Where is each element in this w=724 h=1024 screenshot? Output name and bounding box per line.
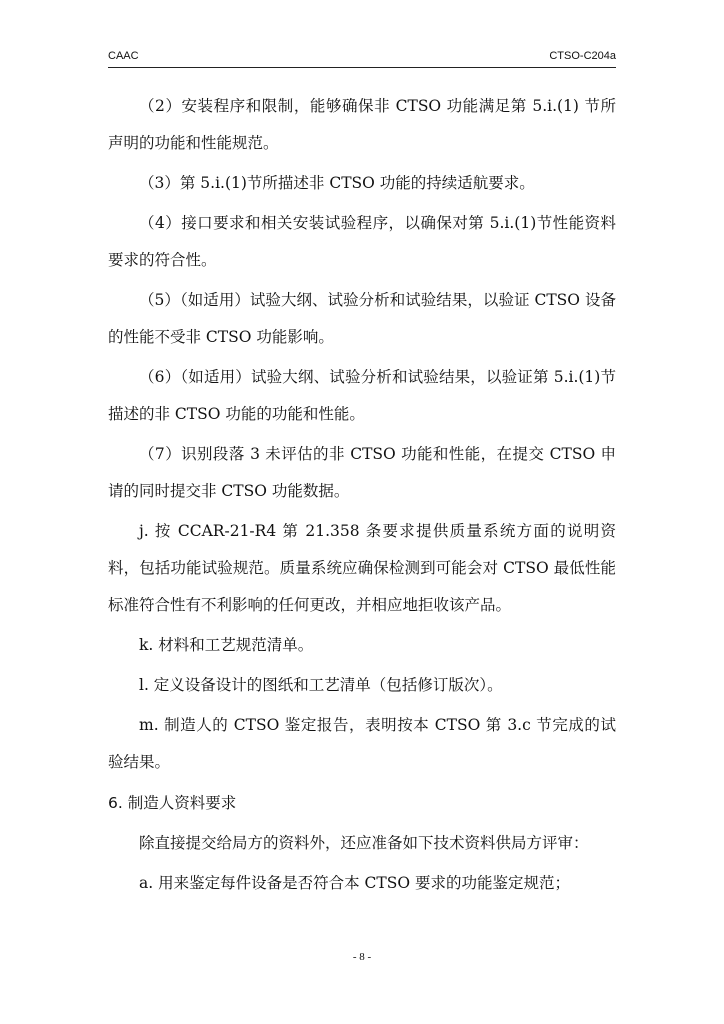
page-number: - 8 - [352,951,372,963]
paragraph-j: j. 按 CCAR-21-R4 第 21.358 条要求提供质量系统方面的说明资料，包括功能试验规范。质量系统应确保检测到可能会对 CTSO 最低性能标准符合性有不利影响的任何更改，并相应地拒收该产品。 [108,522,616,614]
paragraph-k: k. 材料和工艺规范清单。 [139,636,314,654]
paragraph-6: （6）（如适用）试验大纲、试验分析和试验结果，以验证第 5.i.(1)节描述的非 CTSO 功能的功能和性能。 [108,368,616,423]
header-right: CTSO-C204a [549,50,616,62]
paragraph-7: （7）识别段落 3 未评估的非 CTSO 功能和性能，在提交 CTSO 申请的同时提交非 CTSO 功能数据。 [108,445,616,500]
header-rule [108,67,616,68]
document-body [108,88,616,905]
paragraph-l: l. 定义设备设计的图纸和工艺清单（包括修订版次）。 [139,676,503,694]
header-left: CAAC [108,50,139,62]
paragraph-m: m. 制造人的 CTSO 鉴定报告，表明按本 CTSO 第 3.c 节完成的试验结果。 [108,716,616,771]
section-intro-paragraph: 除直接提交给局方的资料外，还应准备如下技术资料供局方评审： [139,834,589,852]
section-heading: 6. 制造人资料要求 [108,794,237,812]
paragraph-a: a. 用来鉴定每件设备是否符合本 CTSO 要求的功能鉴定规范； [139,874,570,892]
paragraph-2: （2）安装程序和限制，能够确保非 CTSO 功能满足第 5.i.(1) 节所声明的功能和性能规范。 [108,97,616,152]
paragraph-4: （4）接口要求和相关安装试验程序，以确保对第 5.i.(1)节性能资料要求的符合性。 [108,214,616,269]
paragraph-5: （5）（如适用）试验大纲、试验分析和试验结果，以验证 CTSO 设备的性能不受非 CTSO 功能影响。 [108,291,616,346]
paragraph-3: （3）第 5.i.(1)节所描述非 CTSO 功能的持续适航要求。 [139,174,535,192]
